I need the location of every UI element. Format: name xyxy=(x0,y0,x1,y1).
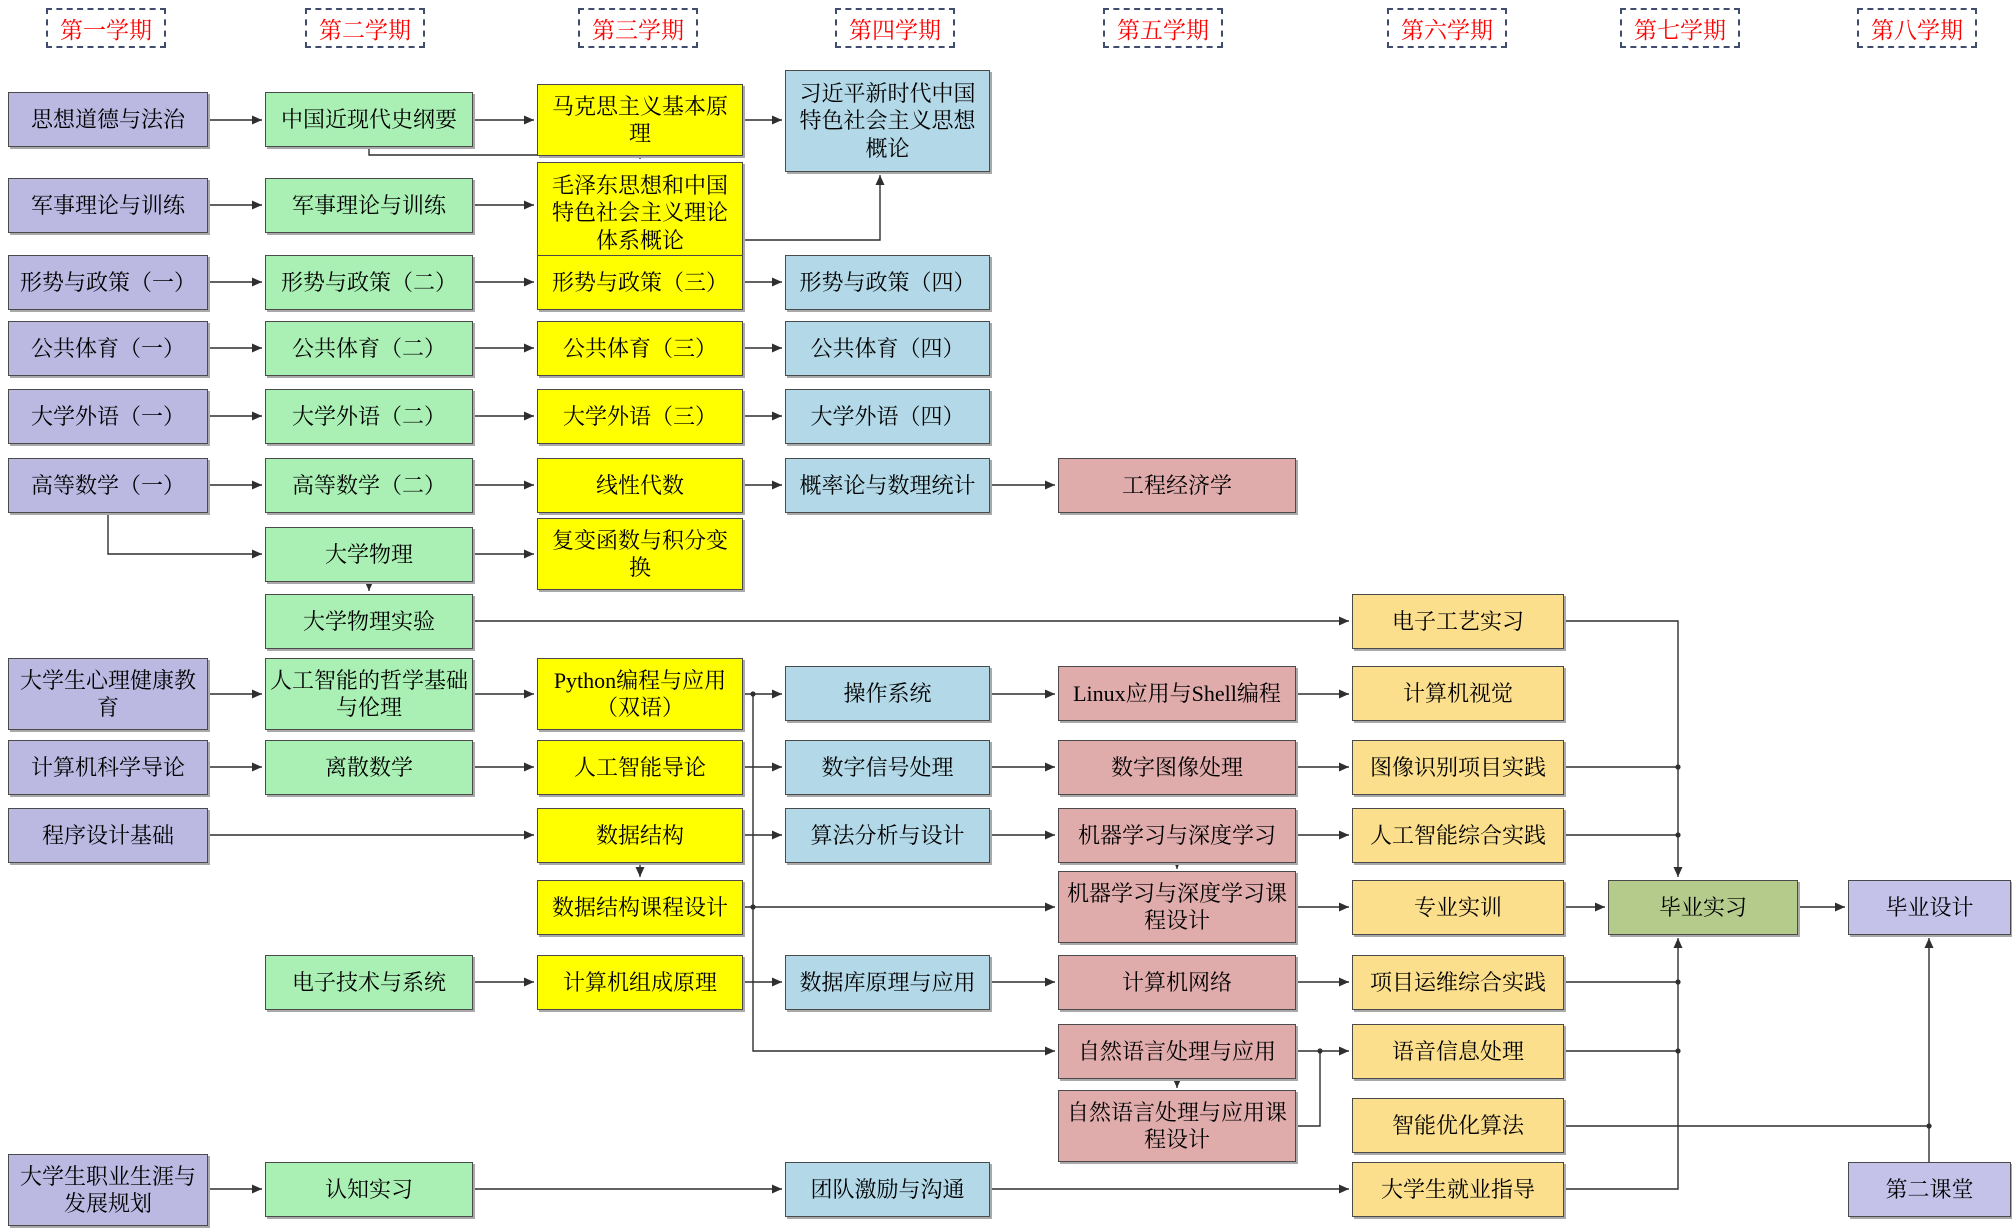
edge-mzd-xjp xyxy=(743,175,880,240)
course-label: 数字图像处理 xyxy=(1110,754,1243,780)
course-label: 人工智能的哲学基础与伦理 xyxy=(270,667,469,720)
course-label: 线性代数 xyxy=(595,472,684,498)
course-label: 大学生就业指导 xyxy=(1380,1176,1535,1202)
semester-header-label: 第八学期 xyxy=(1871,17,1963,43)
course-box-ggty3 xyxy=(537,321,743,376)
course-box-dxwl xyxy=(265,527,473,582)
course-label: 大学外语（四） xyxy=(810,403,965,429)
course-label: 军事理论与训练 xyxy=(291,192,446,218)
course-label: 计算机组成原理 xyxy=(562,969,717,995)
course-label: 思想道德与法治 xyxy=(30,106,185,132)
course-box-xljk xyxy=(8,658,208,730)
edge-dzgysx-bysx xyxy=(1564,621,1678,877)
course-box-tdjl xyxy=(785,1162,990,1217)
semester-header-7 xyxy=(1620,8,1740,48)
course-label: 自然语言处理与应用 xyxy=(1077,1038,1276,1064)
course-box-lssx xyxy=(265,740,473,795)
course-label: 中国近现代史纲要 xyxy=(280,106,457,132)
course-box-sztxcl xyxy=(1058,740,1296,795)
course-box-jsll1 xyxy=(8,178,208,233)
semester-header-6 xyxy=(1387,8,1507,48)
course-label: 专业实训 xyxy=(1413,894,1502,920)
semester-header-label: 第七学期 xyxy=(1634,17,1726,43)
course-label: 算法分析与设计 xyxy=(810,822,965,848)
course-box-gdsx2 xyxy=(265,458,473,513)
course-label: 军事理论与训练 xyxy=(30,192,185,218)
course-label: 人工智能导论 xyxy=(573,754,706,780)
course-label: 计算机网络 xyxy=(1121,969,1232,995)
course-label: 离散数学 xyxy=(324,754,413,780)
course-box-czxt xyxy=(785,666,990,721)
course-box-sffx xyxy=(785,808,990,863)
course-label: 公共体育（四） xyxy=(810,335,965,361)
course-label: 形势与政策（四） xyxy=(799,269,976,295)
course-box-szxhcl xyxy=(785,740,990,795)
course-box-znyh xyxy=(1352,1098,1564,1153)
semester-header-8 xyxy=(1857,8,1977,48)
course-label: 数据结构课程设计 xyxy=(551,894,728,920)
course-label: 计算机视觉 xyxy=(1402,680,1513,706)
course-box-cxsjjc xyxy=(8,808,208,863)
course-box-jsjzc xyxy=(537,955,743,1010)
course-box-bysj xyxy=(1848,880,2011,935)
course-label: 电子技术与系统 xyxy=(291,969,446,995)
course-box-gll xyxy=(785,458,990,513)
junction-dot xyxy=(1675,832,1680,837)
course-box-jsll2 xyxy=(265,178,473,233)
edge-zryykcsj-yyxx xyxy=(1296,1053,1320,1126)
course-label: 毕业实习 xyxy=(1658,894,1747,920)
junction-dot xyxy=(750,691,755,696)
course-box-zyshy xyxy=(8,1154,208,1226)
course-box-zysx xyxy=(1352,880,1564,935)
course-box-dzjs xyxy=(265,955,473,1010)
course-box-rgznzx xyxy=(265,658,473,730)
course-label: 大学物理实验 xyxy=(302,608,435,634)
course-label: 复变函数与积分变换 xyxy=(551,527,728,580)
course-label: 项目运维综合实践 xyxy=(1369,969,1546,995)
course-label: 马克思主义基本原理 xyxy=(551,93,728,146)
course-box-sddyfz xyxy=(8,92,208,147)
course-box-xxds xyxy=(537,458,743,513)
semester-header-label: 第二学期 xyxy=(319,17,411,43)
course-label: 智能优化算法 xyxy=(1391,1112,1524,1138)
course-box-mkszy xyxy=(537,84,743,156)
course-label: 电子工艺实习 xyxy=(1391,608,1524,634)
course-label: 图像识别项目实践 xyxy=(1369,754,1546,780)
semester-header-label: 第三学期 xyxy=(592,17,684,43)
junction-dot xyxy=(1675,1048,1680,1053)
course-label: 工程经济学 xyxy=(1121,472,1232,498)
course-box-jsjkxdl xyxy=(8,740,208,795)
course-box-jsjsj xyxy=(1352,666,1564,721)
course-box-mzd xyxy=(537,162,743,264)
course-box-sjk xyxy=(785,955,990,1010)
course-box-jqxx xyxy=(1058,808,1296,863)
semester-header-2 xyxy=(305,8,425,48)
course-label: 形势与政策（三） xyxy=(551,269,728,295)
semester-header-label: 第一学期 xyxy=(60,17,152,43)
course-box-dxwlsy xyxy=(265,594,473,649)
course-label: 认知实习 xyxy=(324,1176,413,1202)
course-box-xszc4 xyxy=(785,255,990,310)
course-box-rgznzh xyxy=(1352,808,1564,863)
course-label: 高等数学（二） xyxy=(291,472,446,498)
course-label: 计算机科学导论 xyxy=(30,754,185,780)
edge-jyzd-bysx xyxy=(1564,938,1678,1189)
course-box-jsjwl xyxy=(1058,955,1296,1010)
course-label: 公共体育（三） xyxy=(562,335,717,361)
course-label: 语音信息处理 xyxy=(1391,1038,1524,1064)
course-box-txsb xyxy=(1352,740,1564,795)
semester-header-4 xyxy=(835,8,955,48)
course-box-bysx xyxy=(1608,880,1798,935)
course-label: 数据库原理与应用 xyxy=(799,969,976,995)
course-label: Linux应用与Shell编程 xyxy=(1073,680,1281,706)
course-label: 大学外语（一） xyxy=(30,403,185,429)
course-box-dxwy4 xyxy=(785,389,990,444)
course-label: 公共体育（一） xyxy=(30,335,185,361)
course-box-dxwy2 xyxy=(265,389,473,444)
course-label: 人工智能综合实践 xyxy=(1369,822,1546,848)
course-label: 大学生职业生涯与发展规划 xyxy=(19,1163,196,1216)
course-box-rgzndl xyxy=(537,740,743,795)
course-box-yyxx xyxy=(1352,1024,1564,1079)
course-box-zgjxds xyxy=(265,92,473,147)
edge-gdsx1-dxwl xyxy=(108,513,262,554)
course-label: 公共体育（二） xyxy=(291,335,446,361)
semester-header-3 xyxy=(578,8,698,48)
course-box-jyzd xyxy=(1352,1162,1564,1217)
course-box-sjjg xyxy=(537,808,743,863)
course-box-zryykcsj xyxy=(1058,1090,1296,1162)
junction-dot xyxy=(1675,764,1680,769)
course-label: 毛泽东思想和中国特色社会主义理论体系概论 xyxy=(551,173,728,253)
course-label: 形势与政策（二） xyxy=(280,269,457,295)
course-box-ggty2 xyxy=(265,321,473,376)
junction-dot xyxy=(1926,1123,1931,1128)
course-box-gdsx1 xyxy=(8,458,208,513)
course-label: 数字信号处理 xyxy=(821,754,954,780)
course-label: 概率论与数理统计 xyxy=(799,472,976,498)
semester-header-5 xyxy=(1103,8,1223,48)
course-label: 程序设计基础 xyxy=(41,822,174,848)
semester-header-label: 第五学期 xyxy=(1117,17,1209,43)
course-box-zryy xyxy=(1058,1024,1296,1079)
course-box-dzgysx xyxy=(1352,594,1564,649)
course-box-xszc2 xyxy=(265,255,473,310)
course-box-gcjjx xyxy=(1058,458,1296,513)
course-box-dxwy3 xyxy=(537,389,743,444)
course-label: 大学外语（二） xyxy=(291,403,446,429)
course-label: 大学外语（三） xyxy=(562,403,717,429)
course-label: 机器学习与深度学习课程设计 xyxy=(1066,880,1287,933)
course-label: 大学物理 xyxy=(324,541,413,567)
course-label: 毕业设计 xyxy=(1885,894,1974,920)
semester-header-1 xyxy=(46,8,166,48)
junction-dot xyxy=(1675,979,1680,984)
course-label: 操作系统 xyxy=(843,680,932,706)
course-box-dekt xyxy=(1848,1162,2011,1217)
course-box-xjp xyxy=(785,70,990,172)
semester-header-label: 第六学期 xyxy=(1401,17,1493,43)
course-box-xszc3 xyxy=(537,255,743,310)
course-box-dxwy1 xyxy=(8,389,208,444)
course-label: 习近平新时代中国特色社会主义思想概论 xyxy=(799,81,976,161)
course-box-sjjgkcsj xyxy=(537,880,743,935)
course-box-fbhs xyxy=(537,518,743,590)
course-label: 形势与政策（一） xyxy=(19,269,196,295)
course-box-linux xyxy=(1058,666,1296,721)
course-label: 自然语言处理与应用课程设计 xyxy=(1066,1099,1287,1152)
course-box-python xyxy=(537,658,743,730)
course-label: 高等数学（一） xyxy=(30,472,185,498)
course-box-ggty1 xyxy=(8,321,208,376)
course-label: Python编程与应用（双语） xyxy=(553,667,727,720)
course-box-xszc1 xyxy=(8,255,208,310)
course-label: 第二课堂 xyxy=(1885,1176,1974,1202)
course-box-jqxxkcsj xyxy=(1058,871,1296,943)
course-label: 大学生心理健康教育 xyxy=(19,667,196,720)
course-label: 团队激励与沟通 xyxy=(810,1176,965,1202)
course-label: 数据结构 xyxy=(595,822,684,848)
junction-dot xyxy=(750,904,755,909)
junction-dot xyxy=(1317,1048,1322,1053)
course-box-rzsx xyxy=(265,1162,473,1217)
course-box-xmyw xyxy=(1352,955,1564,1010)
course-box-ggty4 xyxy=(785,321,990,376)
semester-header-label: 第四学期 xyxy=(849,17,941,43)
course-label: 机器学习与深度学习 xyxy=(1077,822,1276,848)
